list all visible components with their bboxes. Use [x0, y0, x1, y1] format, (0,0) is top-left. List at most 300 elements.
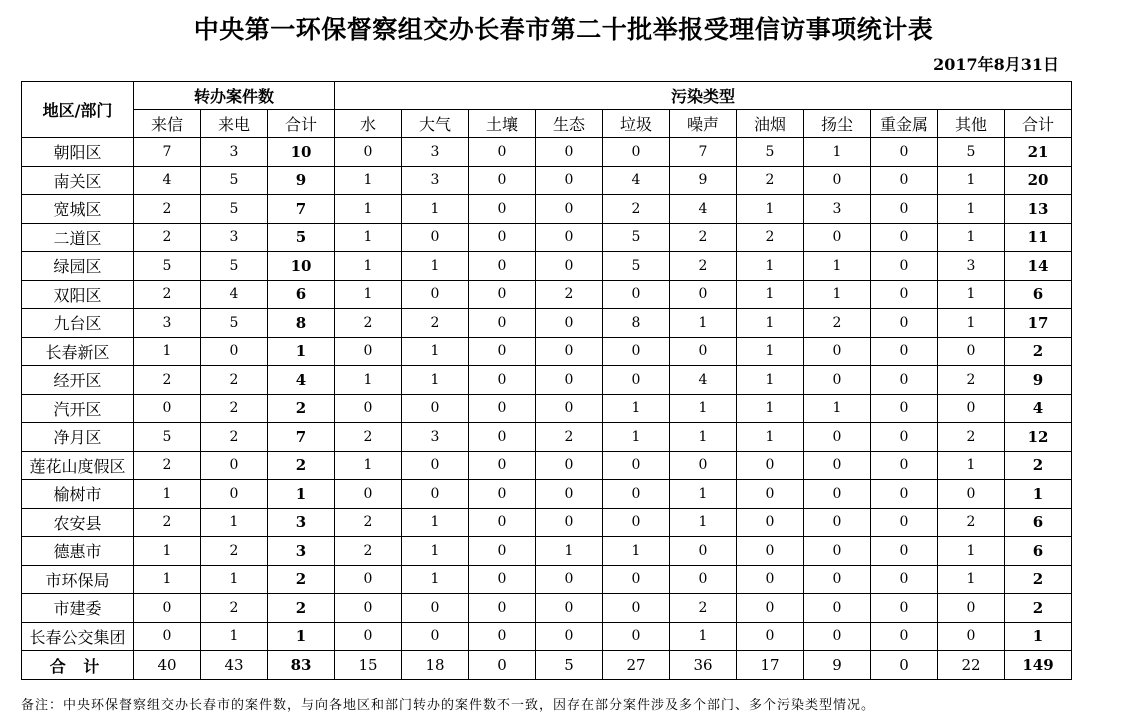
pollution-cell: 17	[737, 651, 804, 680]
pollution-cell: 0	[402, 451, 469, 480]
pollution-cell: 0	[536, 451, 603, 480]
pollution-cell: 1	[670, 423, 737, 452]
transfer-group-header: 转办案件数	[134, 82, 335, 110]
pollution-cell: 2	[737, 223, 804, 252]
pollution-cell: 0	[603, 366, 670, 395]
region-name: 九台区	[22, 309, 134, 338]
transfer-cell: 7	[134, 138, 201, 167]
pollution-cell: 1	[938, 451, 1005, 480]
transfer-cell: 0	[201, 480, 268, 509]
pollution-total-cell: 2	[1005, 337, 1072, 366]
table-row	[22, 223, 1072, 252]
pollution-total-cell: 149	[1005, 651, 1072, 680]
pollution-cell: 0	[536, 195, 603, 224]
pollution-total-cell: 11	[1005, 223, 1072, 252]
pollution-total-cell: 13	[1005, 195, 1072, 224]
transfer-cell: 2	[201, 366, 268, 395]
pollution-cell: 2	[335, 508, 402, 537]
pollution-cell: 1	[402, 565, 469, 594]
pollution-cell: 0	[670, 451, 737, 480]
transfer-cell: 2	[201, 537, 268, 566]
table-row	[22, 280, 1072, 309]
pollution-cell: 2	[536, 280, 603, 309]
region-name: 净月区	[22, 423, 134, 452]
region-header: 地区/部门	[22, 82, 134, 138]
transfer-cell: 40	[134, 651, 201, 680]
pollution-cell: 7	[670, 138, 737, 167]
pollution-cell: 0	[737, 565, 804, 594]
pollution-total-cell: 14	[1005, 252, 1072, 281]
table-row	[22, 309, 1072, 338]
pollution-cell: 0	[670, 537, 737, 566]
transfer-total-cell: 7	[268, 195, 335, 224]
pollution-cell: 0	[871, 594, 938, 623]
pollution-cell: 2	[938, 508, 1005, 537]
pollution-cell: 1	[536, 537, 603, 566]
transfer-total-cell: 3	[268, 508, 335, 537]
pollution-cell: 0	[603, 565, 670, 594]
transfer-cell: 4	[134, 166, 201, 195]
pollution-cell: 0	[402, 394, 469, 423]
pollution-cell: 1	[335, 451, 402, 480]
transfer-cell: 2	[134, 451, 201, 480]
pollution-cell: 8	[603, 309, 670, 338]
pollution-total-cell: 6	[1005, 537, 1072, 566]
transfer-cell: 5	[201, 166, 268, 195]
pollution-col-header: 合计	[1005, 110, 1072, 138]
pollution-cell: 1	[737, 394, 804, 423]
region-name: 二道区	[22, 223, 134, 252]
pollution-col-header: 垃圾	[603, 110, 670, 138]
transfer-cell: 3	[201, 223, 268, 252]
region-name: 朝阳区	[22, 138, 134, 167]
transfer-cell: 2	[134, 508, 201, 537]
transfer-total-cell: 2	[268, 451, 335, 480]
pollution-cell: 0	[737, 451, 804, 480]
transfer-cell: 1	[134, 480, 201, 509]
pollution-cell: 4	[603, 166, 670, 195]
pollution-cell: 0	[603, 508, 670, 537]
pollution-cell: 0	[871, 337, 938, 366]
pollution-cell: 0	[402, 480, 469, 509]
pollution-cell: 0	[469, 423, 536, 452]
transfer-cell: 0	[134, 394, 201, 423]
pollution-cell: 0	[469, 166, 536, 195]
region-name: 长春新区	[22, 337, 134, 366]
pollution-cell: 0	[469, 594, 536, 623]
pollution-cell: 0	[871, 622, 938, 651]
pollution-cell: 1	[804, 138, 871, 167]
pollution-cell: 0	[938, 594, 1005, 623]
transfer-total-cell: 8	[268, 309, 335, 338]
transfer-total-cell: 2	[268, 594, 335, 623]
transfer-cell: 3	[134, 309, 201, 338]
pollution-cell: 0	[469, 451, 536, 480]
transfer-total-cell: 2	[268, 565, 335, 594]
pollution-cell: 2	[737, 166, 804, 195]
pollution-cell: 0	[737, 480, 804, 509]
footnote: 备注：中央环保督察组交办长春市的案件数，与向各地区和部门转办的案件数不一致，因存在部分案件涉及多个部门、多个污染类型情况。	[21, 698, 876, 713]
pollution-cell: 0	[603, 594, 670, 623]
pollution-cell: 0	[536, 252, 603, 281]
region-name: 双阳区	[22, 280, 134, 309]
pollution-group-header: 污染类型	[335, 82, 1072, 110]
pollution-cell: 1	[402, 537, 469, 566]
pollution-cell: 0	[335, 138, 402, 167]
pollution-cell: 3	[938, 252, 1005, 281]
pollution-cell: 0	[469, 508, 536, 537]
pollution-cell: 1	[402, 366, 469, 395]
region-name: 南关区	[22, 166, 134, 195]
pollution-cell: 0	[469, 138, 536, 167]
pollution-cell: 0	[804, 594, 871, 623]
table-row	[22, 423, 1072, 452]
pollution-cell: 0	[469, 366, 536, 395]
transfer-cell: 3	[201, 138, 268, 167]
pollution-cell: 0	[536, 223, 603, 252]
transfer-cell: 0	[134, 622, 201, 651]
pollution-cell: 0	[536, 166, 603, 195]
pollution-cell: 0	[335, 394, 402, 423]
pollution-cell: 3	[402, 423, 469, 452]
pollution-cell: 0	[469, 309, 536, 338]
pollution-cell: 0	[603, 451, 670, 480]
pollution-cell: 0	[402, 622, 469, 651]
table-row	[22, 366, 1072, 395]
region-name: 德惠市	[22, 537, 134, 566]
pollution-cell: 1	[938, 565, 1005, 594]
pollution-cell: 1	[670, 394, 737, 423]
pollution-cell: 1	[804, 280, 871, 309]
pollution-total-cell: 2	[1005, 594, 1072, 623]
region-name: 市建委	[22, 594, 134, 623]
pollution-cell: 1	[938, 195, 1005, 224]
pollution-total-cell: 2	[1005, 565, 1072, 594]
pollution-cell: 0	[804, 337, 871, 366]
pollution-cell: 1	[737, 309, 804, 338]
pollution-cell: 0	[402, 280, 469, 309]
region-name: 长春公交集团	[22, 622, 134, 651]
pollution-cell: 0	[469, 337, 536, 366]
pollution-col-header: 水	[335, 110, 402, 138]
pollution-cell: 0	[871, 366, 938, 395]
pollution-cell: 0	[536, 309, 603, 338]
pollution-total-cell: 2	[1005, 451, 1072, 480]
pollution-cell: 0	[938, 622, 1005, 651]
pollution-cell: 0	[469, 223, 536, 252]
pollution-cell: 2	[670, 223, 737, 252]
transfer-cell: 4	[201, 280, 268, 309]
pollution-cell: 0	[469, 280, 536, 309]
pollution-total-cell: 1	[1005, 480, 1072, 509]
pollution-cell: 0	[804, 423, 871, 452]
pollution-cell: 0	[804, 166, 871, 195]
pollution-cell: 1	[737, 195, 804, 224]
pollution-cell: 0	[536, 480, 603, 509]
pollution-cell: 0	[469, 195, 536, 224]
pollution-cell: 1	[804, 394, 871, 423]
pollution-cell: 15	[335, 651, 402, 680]
pollution-cell: 1	[335, 252, 402, 281]
pollution-cell: 4	[670, 195, 737, 224]
pollution-cell: 2	[938, 366, 1005, 395]
pollution-cell: 0	[536, 565, 603, 594]
pollution-col-header: 大气	[402, 110, 469, 138]
pollution-total-cell: 6	[1005, 280, 1072, 309]
pollution-cell: 0	[804, 565, 871, 594]
transfer-col-header: 来电	[201, 110, 268, 138]
pollution-cell: 0	[871, 651, 938, 680]
pollution-cell: 0	[938, 337, 1005, 366]
transfer-cell: 2	[134, 280, 201, 309]
table-row	[22, 622, 1072, 651]
transfer-total-cell: 83	[268, 651, 335, 680]
pollution-cell: 1	[402, 252, 469, 281]
transfer-cell: 2	[134, 366, 201, 395]
table-row	[22, 565, 1072, 594]
region-name: 莲花山度假区	[22, 451, 134, 480]
pollution-cell: 3	[402, 166, 469, 195]
pollution-cell: 0	[603, 138, 670, 167]
pollution-total-cell: 12	[1005, 423, 1072, 452]
pollution-cell: 0	[737, 537, 804, 566]
pollution-total-cell: 17	[1005, 309, 1072, 338]
pollution-cell: 0	[804, 622, 871, 651]
transfer-cell: 5	[201, 252, 268, 281]
pollution-cell: 0	[670, 280, 737, 309]
pollution-cell: 0	[536, 394, 603, 423]
pollution-cell: 0	[469, 252, 536, 281]
pollution-cell: 0	[737, 622, 804, 651]
pollution-cell: 0	[871, 309, 938, 338]
transfer-cell: 2	[201, 394, 268, 423]
pollution-cell: 0	[871, 252, 938, 281]
pollution-total-cell: 20	[1005, 166, 1072, 195]
pollution-cell: 0	[603, 337, 670, 366]
pollution-cell: 1	[938, 223, 1005, 252]
pollution-cell: 0	[804, 537, 871, 566]
region-name: 市环保局	[22, 565, 134, 594]
pollution-cell: 9	[670, 166, 737, 195]
transfer-total-cell: 7	[268, 423, 335, 452]
table-row	[22, 594, 1072, 623]
transfer-cell: 1	[201, 622, 268, 651]
table-row	[22, 138, 1072, 167]
pollution-cell: 1	[402, 508, 469, 537]
pollution-cell: 0	[871, 537, 938, 566]
pollution-cell: 0	[536, 508, 603, 537]
pollution-cell: 0	[536, 337, 603, 366]
pollution-cell: 4	[670, 366, 737, 395]
table-row	[22, 394, 1072, 423]
pollution-cell: 5	[737, 138, 804, 167]
table-row	[22, 195, 1072, 224]
pollution-cell: 1	[938, 309, 1005, 338]
pollution-cell: 0	[469, 537, 536, 566]
transfer-total-cell: 5	[268, 223, 335, 252]
pollution-cell: 0	[469, 394, 536, 423]
total-label: 合 计	[22, 651, 134, 680]
pollution-cell: 0	[603, 622, 670, 651]
pollution-cell: 1	[603, 537, 670, 566]
pollution-col-header: 重金属	[871, 110, 938, 138]
pollution-total-cell: 6	[1005, 508, 1072, 537]
pollution-cell: 1	[938, 166, 1005, 195]
pollution-cell: 2	[335, 309, 402, 338]
pollution-total-cell: 1	[1005, 622, 1072, 651]
pollution-col-header: 噪声	[670, 110, 737, 138]
pollution-cell: 2	[335, 537, 402, 566]
pollution-cell: 0	[804, 366, 871, 395]
pollution-cell: 1	[335, 223, 402, 252]
transfer-cell: 5	[134, 423, 201, 452]
region-name: 农安县	[22, 508, 134, 537]
transfer-cell: 0	[201, 337, 268, 366]
table-row	[22, 166, 1072, 195]
pollution-cell: 0	[871, 565, 938, 594]
pollution-cell: 0	[804, 480, 871, 509]
transfer-cell: 43	[201, 651, 268, 680]
pollution-cell: 0	[871, 166, 938, 195]
pollution-cell: 0	[938, 480, 1005, 509]
pollution-cell: 2	[670, 594, 737, 623]
transfer-cell: 5	[201, 195, 268, 224]
pollution-col-header: 油烟	[737, 110, 804, 138]
region-name: 宽城区	[22, 195, 134, 224]
transfer-cell: 0	[134, 594, 201, 623]
pollution-cell: 0	[536, 594, 603, 623]
transfer-total-cell: 10	[268, 138, 335, 167]
pollution-cell: 1	[670, 309, 737, 338]
pollution-cell: 0	[335, 622, 402, 651]
pollution-cell: 3	[402, 138, 469, 167]
table-row	[22, 337, 1072, 366]
pollution-cell: 1	[670, 622, 737, 651]
pollution-cell: 0	[603, 480, 670, 509]
pollution-cell: 0	[536, 622, 603, 651]
pollution-cell: 2	[536, 423, 603, 452]
region-name: 榆树市	[22, 480, 134, 509]
transfer-total-cell: 9	[268, 166, 335, 195]
transfer-col-header: 来信	[134, 110, 201, 138]
pollution-total-cell: 9	[1005, 366, 1072, 395]
transfer-cell: 5	[134, 252, 201, 281]
pollution-cell: 0	[804, 508, 871, 537]
pollution-cell: 0	[402, 223, 469, 252]
pollution-cell: 0	[670, 337, 737, 366]
table-row	[22, 508, 1072, 537]
pollution-cell: 1	[737, 337, 804, 366]
pollution-cell: 1	[938, 537, 1005, 566]
transfer-cell: 1	[134, 337, 201, 366]
pollution-cell: 0	[469, 480, 536, 509]
pollution-cell: 5	[536, 651, 603, 680]
transfer-cell: 2	[134, 223, 201, 252]
page-title: 中央第一环保督察组交办长春市第二十批举报受理信访事项统计表	[193, 15, 934, 44]
pollution-cell: 0	[536, 138, 603, 167]
transfer-cell: 2	[134, 195, 201, 224]
pollution-cell: 2	[670, 252, 737, 281]
pollution-col-header: 其他	[938, 110, 1005, 138]
transfer-total-cell: 3	[268, 537, 335, 566]
pollution-cell: 0	[670, 565, 737, 594]
pollution-cell: 1	[938, 280, 1005, 309]
pollution-cell: 27	[603, 651, 670, 680]
pollution-cell: 36	[670, 651, 737, 680]
pollution-cell: 1	[737, 423, 804, 452]
pollution-cell: 2	[603, 195, 670, 224]
pollution-cell: 0	[871, 508, 938, 537]
pollution-cell: 1	[335, 366, 402, 395]
pollution-cell: 1	[402, 337, 469, 366]
transfer-cell: 1	[134, 537, 201, 566]
pollution-cell: 1	[335, 195, 402, 224]
transfer-total-cell: 1	[268, 480, 335, 509]
table-row	[22, 537, 1072, 566]
pollution-cell: 2	[335, 423, 402, 452]
pollution-cell: 0	[871, 423, 938, 452]
pollution-cell: 0	[335, 337, 402, 366]
pollution-cell: 0	[804, 223, 871, 252]
pollution-col-header: 扬尘	[804, 110, 871, 138]
pollution-col-header: 土壤	[469, 110, 536, 138]
transfer-cell: 1	[201, 565, 268, 594]
pollution-cell: 0	[469, 565, 536, 594]
pollution-cell: 0	[335, 480, 402, 509]
pollution-cell: 0	[469, 622, 536, 651]
transfer-col-header: 合计	[268, 110, 335, 138]
pollution-cell: 0	[402, 594, 469, 623]
transfer-cell: 1	[134, 565, 201, 594]
pollution-cell: 2	[938, 423, 1005, 452]
pollution-cell: 0	[335, 565, 402, 594]
pollution-cell: 0	[871, 223, 938, 252]
table-row	[22, 480, 1072, 509]
pollution-cell: 1	[402, 195, 469, 224]
transfer-total-cell: 6	[268, 280, 335, 309]
pollution-cell: 22	[938, 651, 1005, 680]
pollution-cell: 0	[871, 480, 938, 509]
pollution-cell: 0	[938, 394, 1005, 423]
statistics-table	[21, 81, 1072, 680]
transfer-cell: 0	[201, 451, 268, 480]
transfer-cell: 2	[201, 423, 268, 452]
pollution-cell: 5	[603, 252, 670, 281]
transfer-cell: 2	[201, 594, 268, 623]
pollution-cell: 1	[737, 252, 804, 281]
transfer-cell: 5	[201, 309, 268, 338]
pollution-cell: 1	[603, 394, 670, 423]
table-row	[22, 252, 1072, 281]
pollution-cell: 0	[871, 195, 938, 224]
region-name: 经开区	[22, 366, 134, 395]
pollution-cell: 5	[603, 223, 670, 252]
region-name: 汽开区	[22, 394, 134, 423]
pollution-cell: 1	[335, 166, 402, 195]
total-row	[22, 651, 1072, 680]
pollution-cell: 18	[402, 651, 469, 680]
pollution-cell: 0	[871, 451, 938, 480]
pollution-total-cell: 4	[1005, 394, 1072, 423]
pollution-cell: 0	[603, 280, 670, 309]
pollution-cell: 1	[670, 480, 737, 509]
pollution-cell: 0	[871, 394, 938, 423]
pollution-cell: 1	[737, 280, 804, 309]
table-row	[22, 451, 1072, 480]
pollution-cell: 3	[804, 195, 871, 224]
pollution-col-header: 生态	[536, 110, 603, 138]
pollution-cell: 0	[335, 594, 402, 623]
